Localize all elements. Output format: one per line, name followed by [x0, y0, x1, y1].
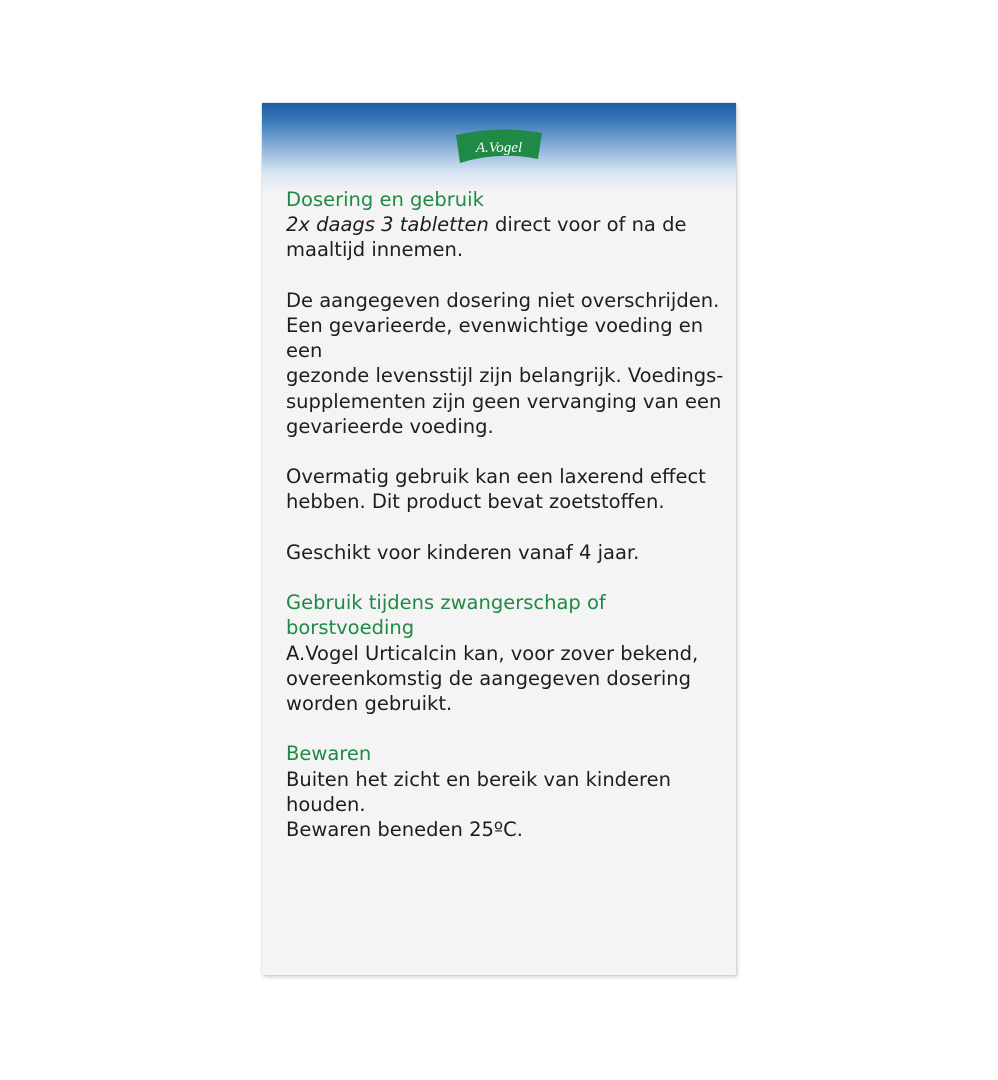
text-line: supplementen zijn geen vervanging van een — [286, 389, 722, 413]
spacer — [286, 565, 726, 590]
text-line: De aangegeven dosering niet overschrijden. — [286, 288, 720, 312]
text-line: worden gebruikt. — [286, 692, 453, 715]
text-line: gevarieerde voeding. — [286, 414, 494, 438]
spacer — [286, 439, 726, 464]
text-line: A.Vogel Urticalcin kan, voor zover bekend, — [286, 641, 699, 665]
text-line: overeenkomstig de aangegeven dosering — [286, 666, 692, 690]
spacer — [286, 716, 726, 741]
content-body — [286, 187, 726, 842]
spacer — [286, 263, 726, 288]
package-panel — [262, 103, 736, 975]
heading-bewaren: Bewaren — [286, 742, 372, 766]
text-line: Overmatig gebruik kan een laxerend effect — [286, 465, 706, 489]
heading-dosering: Dosering en gebruik — [286, 188, 484, 211]
text-line: gezonde levensstijl zijn belangrijk. Voedings- — [286, 364, 724, 388]
text-line: Buiten het zicht en bereik van kinderen houden. — [286, 767, 671, 816]
spacer — [286, 515, 726, 540]
text-line: Geschikt voor kinderen vanaf 4 jaar. — [286, 540, 640, 564]
dosering-italic: 2x daags 3 tabletten — [286, 213, 489, 237]
text-line: Een gevarieerde, evenwichtige voeding en een — [286, 314, 704, 363]
dosering-line-1 — [286, 212, 726, 237]
dosering-line-1-rest: direct voor of na de — [488, 213, 687, 237]
heading-zwangerschap: Gebruik tijdens zwangerschap of borstvoeding — [286, 591, 606, 640]
text-line: hebben. Dit product bevat zoetstoffen. — [286, 490, 665, 514]
dosering-line-2: maaltijd innemen. — [286, 238, 464, 262]
avogel-logo — [452, 127, 546, 167]
text-line: Bewaren beneden 25ºC. — [286, 818, 523, 841]
svg-text:A.Vogel: A.Vogel — [475, 140, 523, 156]
